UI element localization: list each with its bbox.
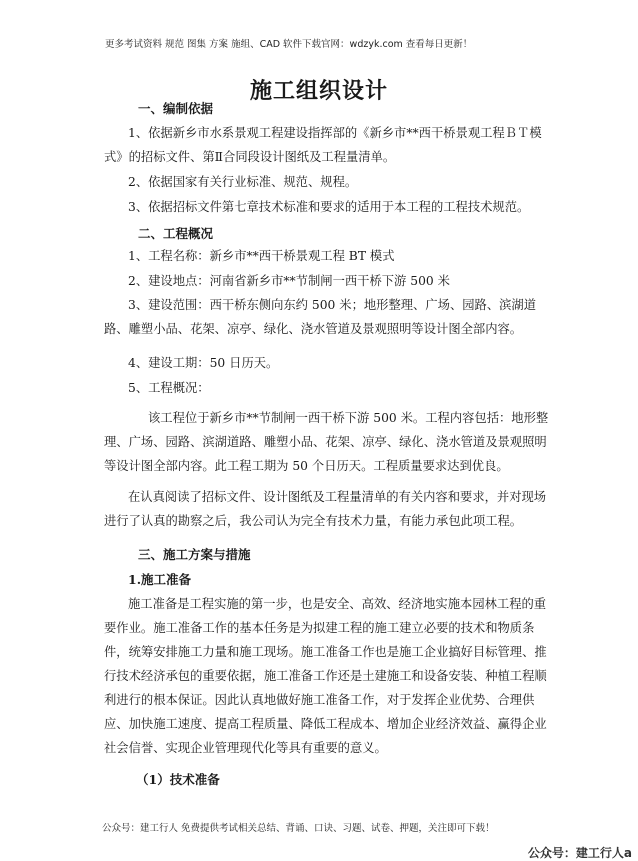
overview-item-1: 1、工程名称：新乡市**西干桥景观工程 BT 模式 [128, 249, 395, 263]
watermark: 公众号：建工行人a [527, 846, 632, 860]
section-overview-heading: 二、工程概况 [138, 226, 214, 241]
overview-item-4: 4、建设工期：50 日历天。 [128, 356, 279, 370]
overview-paragraph-2: 在认真阅读了招标文件、设计图纸及工程量清单的有关内容和要求，并对现场进行了认真的勘察之后，我公司认为完全有技术力量，有能力承包此项工程。 [104, 490, 547, 528]
section-basis-heading: 一、编制依据 [138, 101, 214, 116]
overview-item-3: 3、建设范围：西干桥东侧向东约 500 米；地形整理、广场、园路、滨湖道路、雕塑小品、花架、凉亭、绿化、浇水管道及景观照明等设计图全部内容。 [104, 298, 537, 336]
plan-paragraph: 施工准备是工程实施的第一步，也是安全、高效、经济地实施本园林工程的重要作业。施工准备工作的基本任务是为拟建工程的施工建立必要的技术和物质条件，统筹安排施工力量和施工现场。施工准备工作也是施工企业搞好目标管理、推行技术经济承包的重要依据，施工准备工作还是土建施工和设备安装、种植工程顺利进行的根本保证。因此认真地做好施工准备工作，对于发挥企业优势、合理供应、加快施工速度、提高工程质量、降低工程成本、增加企业经济效益、赢得企业社会信誉、实现企业管理现代化等具有重要的意义。 [104, 597, 547, 755]
section-plan-heading: 三、施工方案与措施 [138, 547, 251, 562]
plan-subheading-technical: （1）技术准备 [136, 772, 220, 787]
footer-note: 公众号：建工行人 免费提供考试相关总结、背诵、口诀、习题、试卷、押题，关注即可下载！ [102, 823, 495, 834]
basis-item-2: 2、依据国家有关行业标准、规范、规程。 [128, 175, 358, 189]
doc-title: 施工组织设计 [249, 78, 388, 104]
plan-subheading-preparation: 1.施工准备 [128, 572, 192, 587]
overview-item-2: 2、建设地点：河南省新乡市**节制闸一西干桥下游 500 米 [128, 274, 450, 288]
header-note: 更多考试资料 规范 图集 方案 施组、CAD 软件下载官网：wdzyk.com 查看每日更新！ [105, 39, 473, 50]
basis-item-1: 1、依据新乡市水系景观工程建设指挥部的《新乡市**西干桥景观工程ＢＴ模式》的招标文件、第Ⅱ合同段设计图纸及工程量清单。 [104, 126, 542, 164]
basis-item-3: 3、依据招标文件第七章技术标准和要求的适用于本工程的工程技术规范。 [128, 200, 530, 214]
overview-item-5: 5、工程概况： [128, 381, 210, 395]
overview-paragraph-1: 该工程位于新乡市**节制闸一西干桥下游 500 米。工程内容包括：地形整理、广场、园路、滨湖道路、雕塑小品、花架、凉亭、绿化、浇水管道及景观照明等设计图全部内容。此工程工期为 50 个日历天。工程质量要求达到优良。 [104, 411, 549, 473]
